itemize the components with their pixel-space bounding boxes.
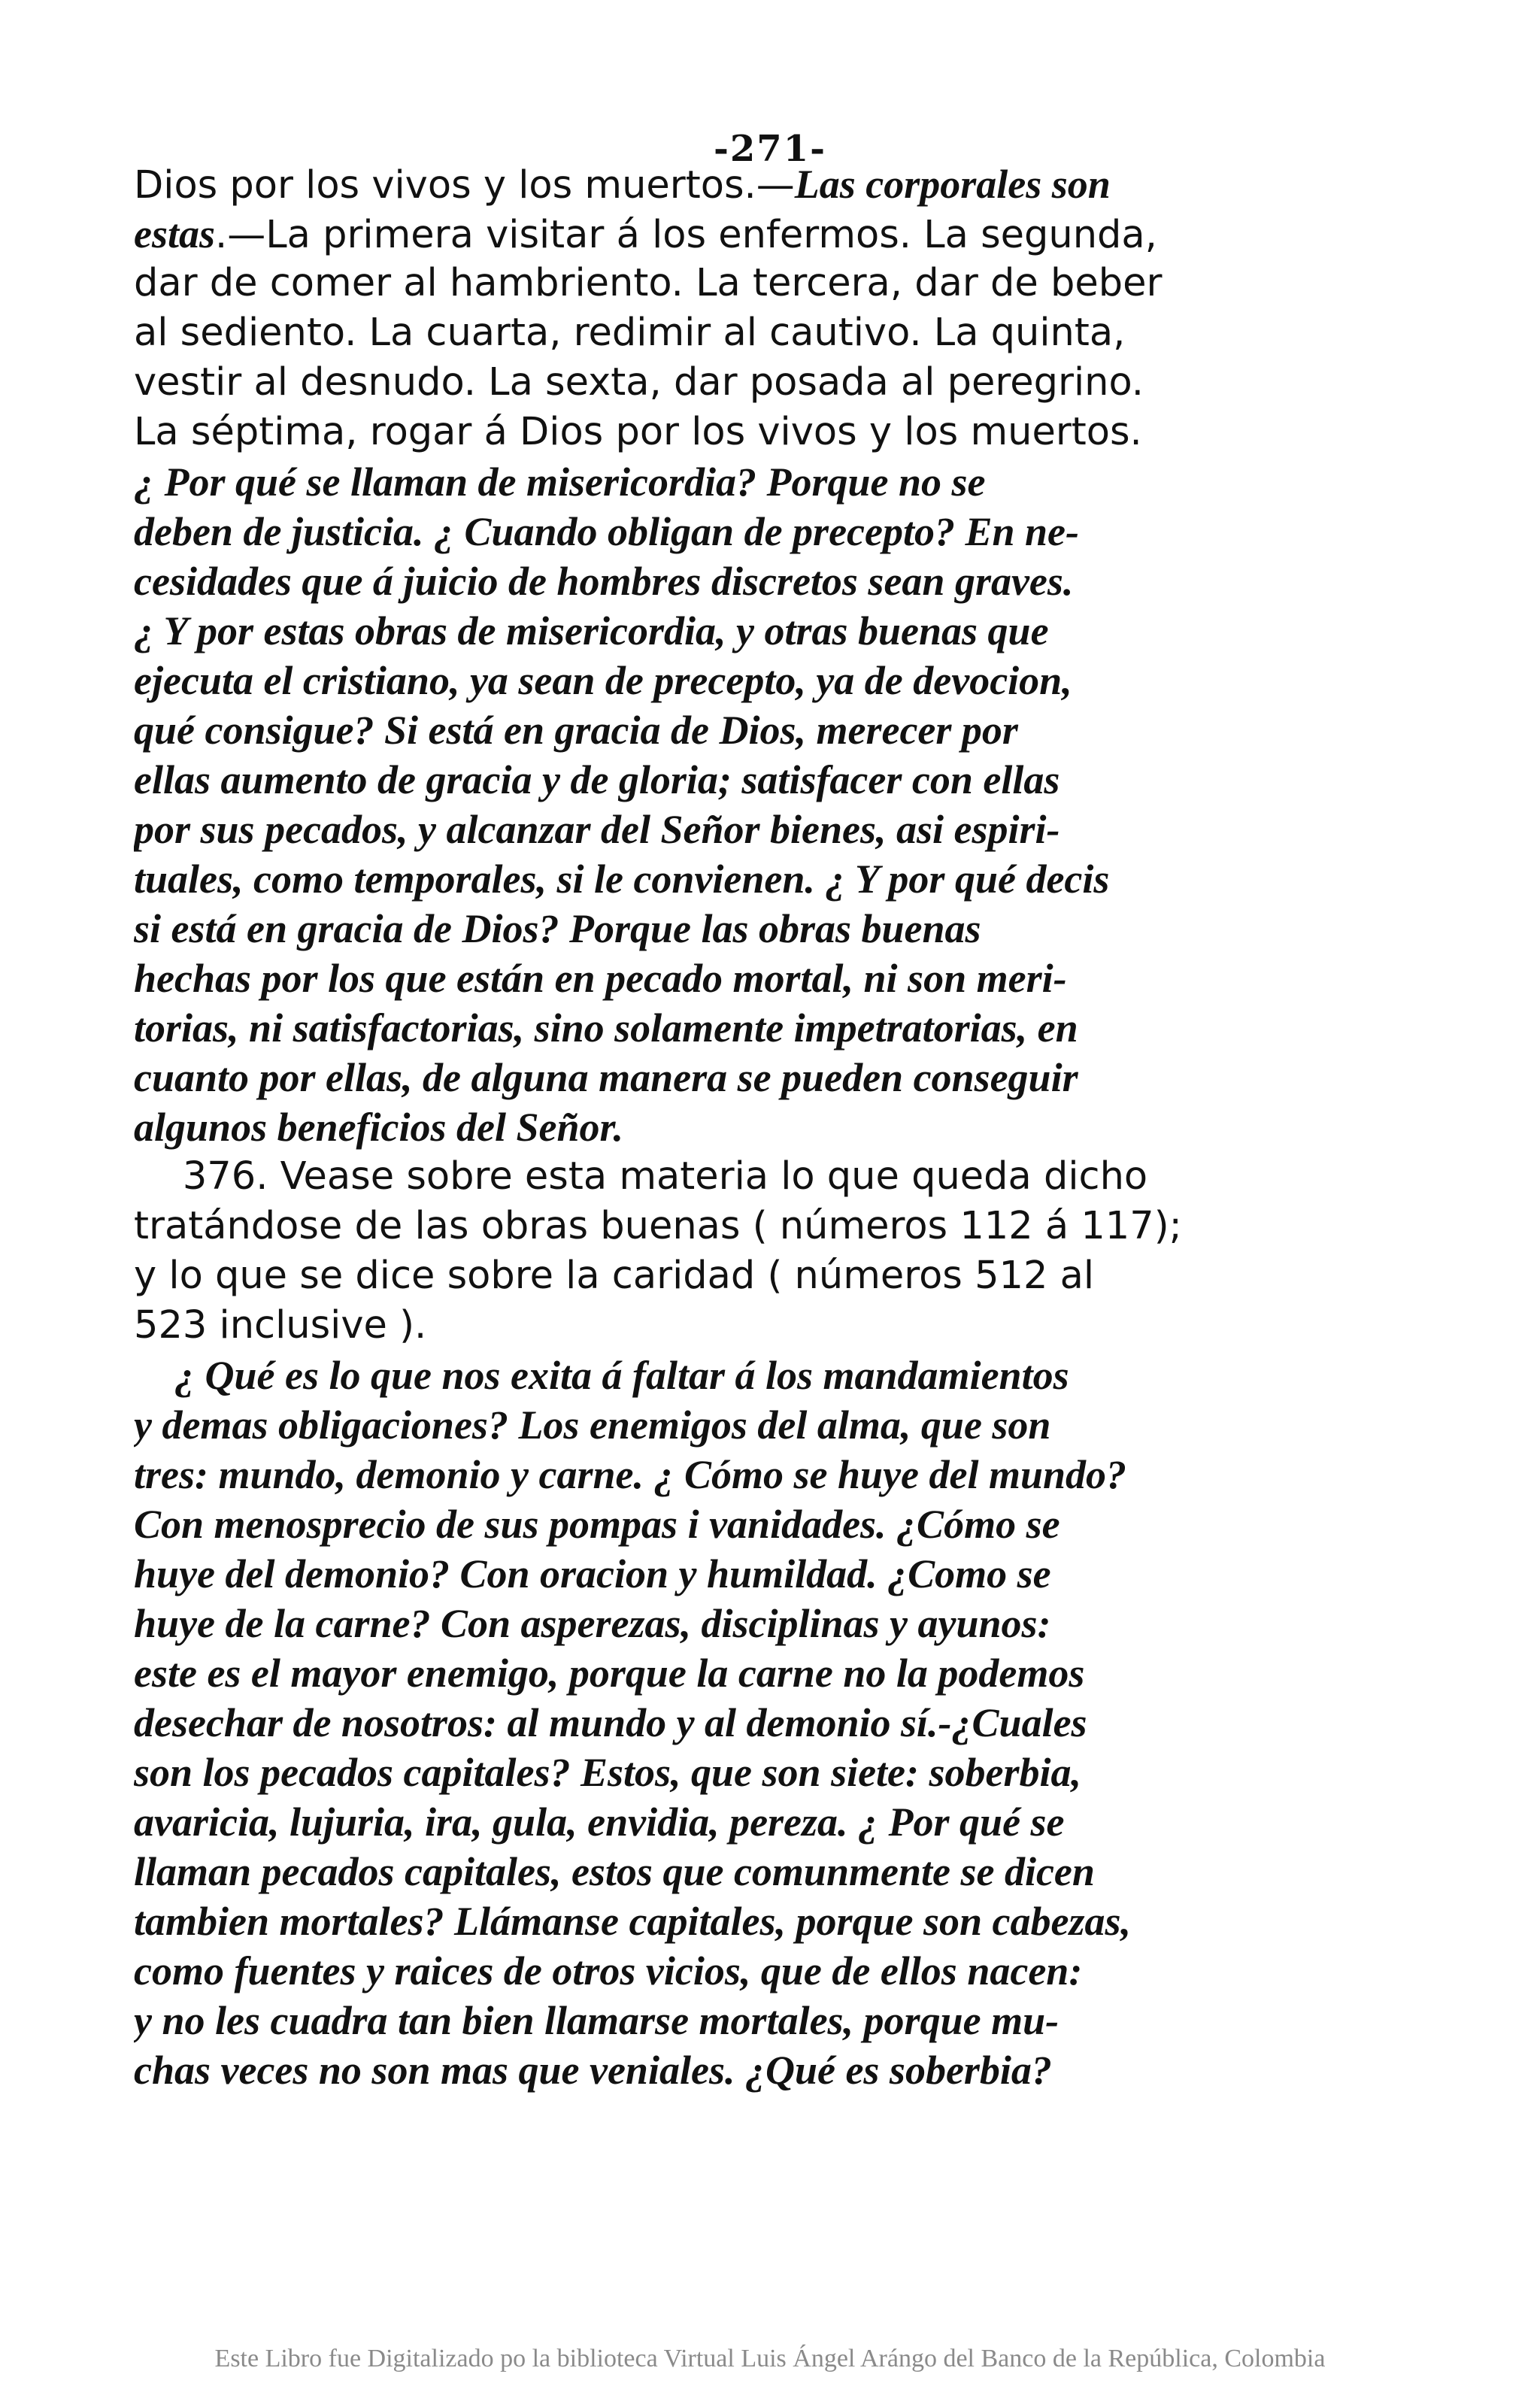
text-line [134,1996,1329,2045]
italic-text: chas veces no son mas que veniales. ¿Qué es soberbia? [134,2048,1052,2093]
text-line [134,1599,1329,1648]
text-line [134,507,1329,556]
italic-text: deben de justicia. ¿ Cuando obligan de precepto? En ne- [134,509,1080,554]
roman-text: Dios por los vivos y los muertos.— [134,163,795,208]
text-line [134,854,1329,904]
text-line [134,259,1329,308]
italic-text: qué consigue? Si está en gracia de Dios, merecer por [134,708,1018,753]
roman-text: tratándose de las obras buenas ( números 112 á 117); [134,1204,1182,1248]
text-line [134,1847,1329,1896]
text-line [134,1797,1329,1847]
italic-text: ¿ Por qué se llaman de misericordia? Porque no se [134,459,986,505]
roman-text: 523 inclusive ). [134,1303,427,1348]
text-line [134,1251,1329,1301]
italic-text: ellas aumento de gracia y de gloria; satisfacer con ellas [134,757,1060,802]
italic-text: ¿ Y por estas obras de misericordia, y otras buenas que [134,608,1049,653]
text-line [134,805,1329,854]
text-line [134,556,1329,606]
italic-text: torias, ni satisfactorias, sino solamente impetratorias, en [134,1005,1078,1051]
text-line [134,904,1329,954]
text-line [134,1003,1329,1053]
italic-text: tuales, como temporales, si le convienen. ¿ Y por qué decis [134,856,1110,902]
italic-text: tres: mundo, demonio y carne. ¿ Cómo se huye del mundo? [134,1452,1127,1497]
text-line [134,1549,1329,1599]
text-line [134,457,1329,507]
italic-text: huye de la carne? Con asperezas, disciplinas y ayunos: [134,1601,1051,1646]
text-line [134,1896,1329,1946]
text-line [134,1698,1329,1748]
italic-text: algunos beneficios del Señor. [134,1105,624,1150]
italic-text: llaman pecados capitales, estos que comunmente se dicen [134,1849,1095,1894]
italic-text: si está en gracia de Dios? Porque las obras buenas [134,906,981,951]
italic-text: hechas por los que están en pecado mortal, ni son meri- [134,956,1067,1001]
text-line [134,954,1329,1003]
text-line [134,606,1329,656]
text-line [134,1152,1329,1202]
text-line [134,1301,1329,1351]
text-line [134,1648,1329,1698]
page-number: -271- [713,128,827,170]
text-line [134,1053,1329,1102]
text-line [134,1748,1329,1797]
text-line [134,656,1329,705]
text-line [134,1946,1329,1996]
italic-text: avaricia, lujuria, ira, gula, envidia, pereza. ¿ Por qué se [134,1799,1065,1845]
text-line [134,1351,1329,1400]
roman-text: La séptima, rogar á Dios por los vivos y los muertos. [134,410,1142,454]
italic-text: estas [134,211,215,256]
roman-text: dar de comer al hambriento. La tercera, dar de beber [134,261,1163,305]
roman-text: vestir al desnudo. La sexta, dar posada al peregrino. [134,360,1144,405]
italic-text: ¿ Qué es lo que nos exita á faltar á los mandamientos [134,1353,1069,1398]
body-text [134,159,1329,2095]
roman-text: y lo que se dice sobre la caridad ( números 512 al [134,1254,1095,1298]
text-line [134,2045,1329,2095]
italic-text: por sus pecados, y alcanzar del Señor bienes, asi espiri- [134,807,1060,852]
text-line [134,308,1329,358]
roman-text: al sediento. La cuarta, redimir al cautivo. La quinta, [134,311,1126,355]
text-line [134,705,1329,755]
italic-text: cesidades que á juicio de hombres discretos sean graves. [134,559,1074,604]
italic-text: Con menosprecio de sus pompas i vanidades. ¿Cómo se [134,1502,1060,1547]
italic-text: como fuentes y raices de otros vicios, que de ellos nacen: [134,1948,1083,1993]
roman-text: 376. Vease sobre esta materia lo que queda dicho [134,1154,1148,1199]
text-line [134,1400,1329,1450]
text-line [134,1499,1329,1549]
italic-text: tambien mortales? Llámanse capitales, porque son cabezas, [134,1899,1132,1944]
text-line [134,1450,1329,1499]
italic-text: este es el mayor enemigo, porque la carne no la podemos [134,1651,1085,1696]
italic-text: huye del demonio? Con oracion y humildad. ¿Como se [134,1551,1051,1596]
italic-text: son los pecados capitales? Estos, que son siete: soberbia, [134,1750,1082,1795]
digitization-credit: Este Libro fue Digitalizado po la biblioteca Virtual Luis Ángel Arángo del Banco de la República, Colombia [214,2345,1326,2372]
text-line [134,358,1329,408]
text-line [134,755,1329,805]
italic-text: cuanto por ellas, de alguna manera se pueden conseguir [134,1055,1078,1100]
text-line [134,1102,1329,1152]
italic-text: ejecuta el cristiano, ya sean de precepto, ya de devocion, [134,658,1072,703]
italic-text: y demas obligaciones? Los enemigos del alma, que son [134,1402,1051,1448]
italic-text: y no les cuadra tan bien llamarse mortales, porque mu- [134,1998,1060,2043]
italic-text: Las corporales son [794,162,1111,207]
text-line [134,209,1329,259]
roman-text: .—La primera visitar á los enfermos. La segunda, [215,213,1157,257]
italic-text: desechar de nosotros: al mundo y al demonio sí.-¿Cuales [134,1700,1087,1745]
text-line [134,408,1329,457]
text-line [134,159,1329,209]
text-line [134,1202,1329,1251]
